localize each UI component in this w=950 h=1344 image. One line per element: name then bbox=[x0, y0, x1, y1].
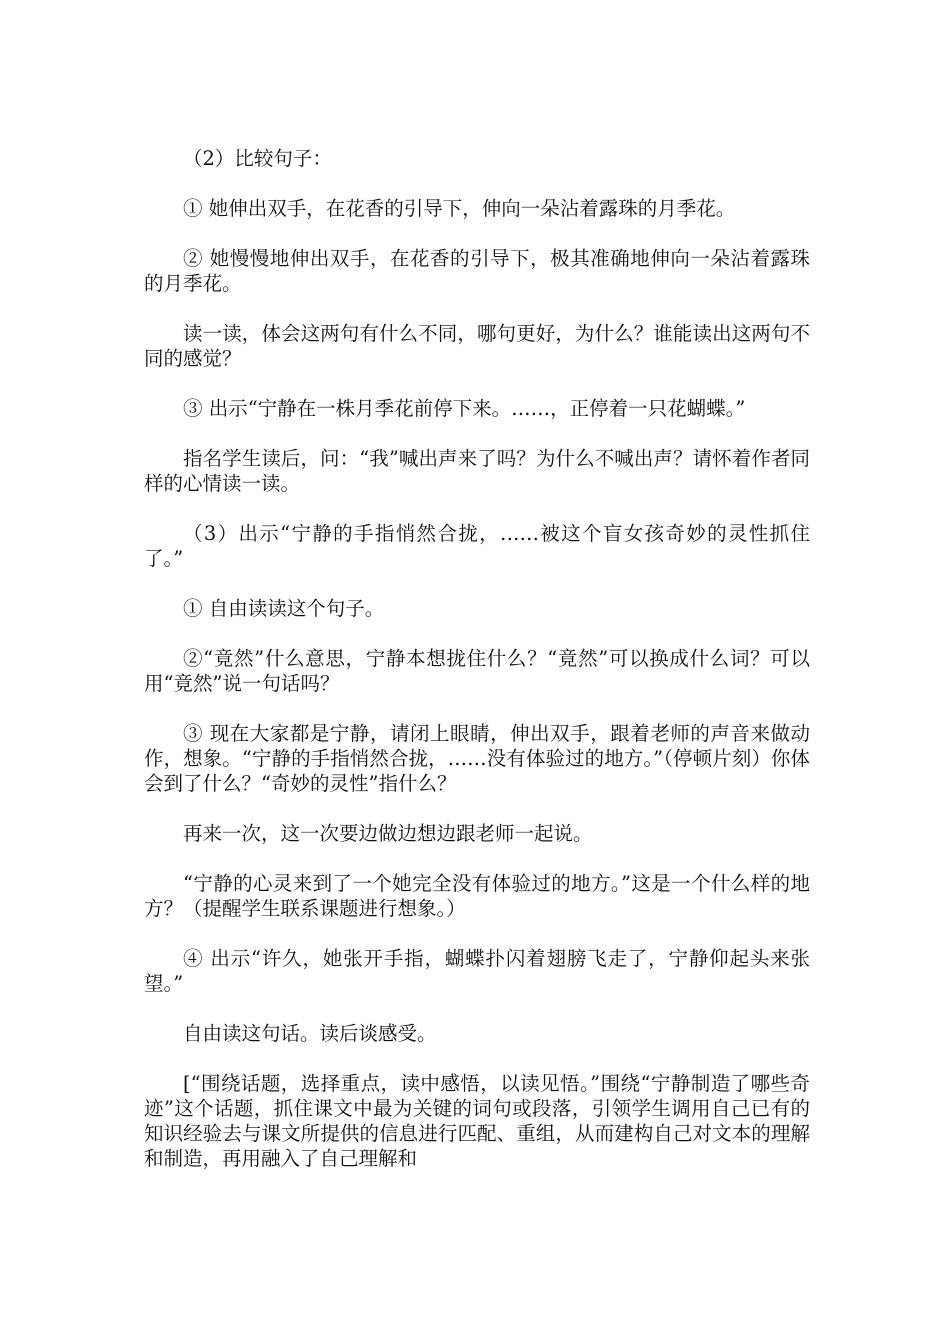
paragraph-again: 再来一次，这一次要边做边想边跟老师一起说。 bbox=[183, 822, 593, 845]
paragraph-step-3-heading: （3）出示“宁静的手指悄然合拢，……被这个盲女孩奇妙的灵性抓住了。” bbox=[144, 522, 810, 570]
paragraph-show-butterfly: ③ 出示“宁静在一株月季花前停下来。……，正停着一只花蝴蝶。” bbox=[183, 397, 746, 420]
paragraph-feelings: 自由读这句话。读后谈感受。 bbox=[183, 1022, 437, 1045]
paragraph-jingran: ②“竟然”什么意思，宁静本想拢住什么？“竟然”可以换成什么词？可以用“竟然”说一句话吗？ bbox=[144, 647, 810, 695]
paragraph-commentary: [“围绕话题，选择重点，读中感悟，以读见悟。”围绕“宁静制造了哪些奇迹”这个话题，抓住课文中最为关键的词句或段落，引领学生调用自己已有的知识经验去与课文所提供的信息进行匹配、重组，从而建构自己对文本的理解和制造，再用融入了自己理解和 bbox=[144, 1072, 810, 1170]
paragraph-free-read: ① 自由读读这个句子。 bbox=[183, 597, 385, 620]
paragraph-read-compare: 读一读，体会这两句有什么不同，哪句更好，为什么？谁能读出这两句不同的感觉？ bbox=[144, 322, 810, 370]
paragraph-sentence-2: ② 她慢慢地伸出双手，在花香的引导下，极其准确地伸向一朵沾着露珠的月季花。 bbox=[144, 247, 810, 295]
paragraph-ask-students: 指名学生读后，问：“我”喊出声来了吗？为什么不喊出声？请怀着作者同样的心情读一读。 bbox=[144, 447, 810, 495]
paragraph-compare-heading: （2）比较句子： bbox=[183, 147, 332, 170]
paragraph-sentence-1: ① 她伸出双手，在花香的引导下，伸向一朵沾着露珠的月季花。 bbox=[183, 197, 736, 220]
paragraph-show-fly-away: ④ 出示“许久，她张开手指，蝴蝶扑闪着翅膀飞走了，宁静仰起头来张望。” bbox=[144, 947, 810, 995]
document-body bbox=[144, 146, 810, 1171]
paragraph-what-place: “宁静的心灵来到了一个她完全没有体验过的地方。”这是一个什么样的地方？（提醒学生联系课题进行想象。） bbox=[144, 872, 810, 920]
paragraph-imagine: ③ 现在大家都是宁静，请闭上眼睛，伸出双手，跟着老师的声音来做动作，想象。“宁静的手指悄然合拢，……没有体验过的地方。”（停顿片刻）你体会到了什么？“奇妙的灵性”指什么？ bbox=[144, 722, 810, 795]
